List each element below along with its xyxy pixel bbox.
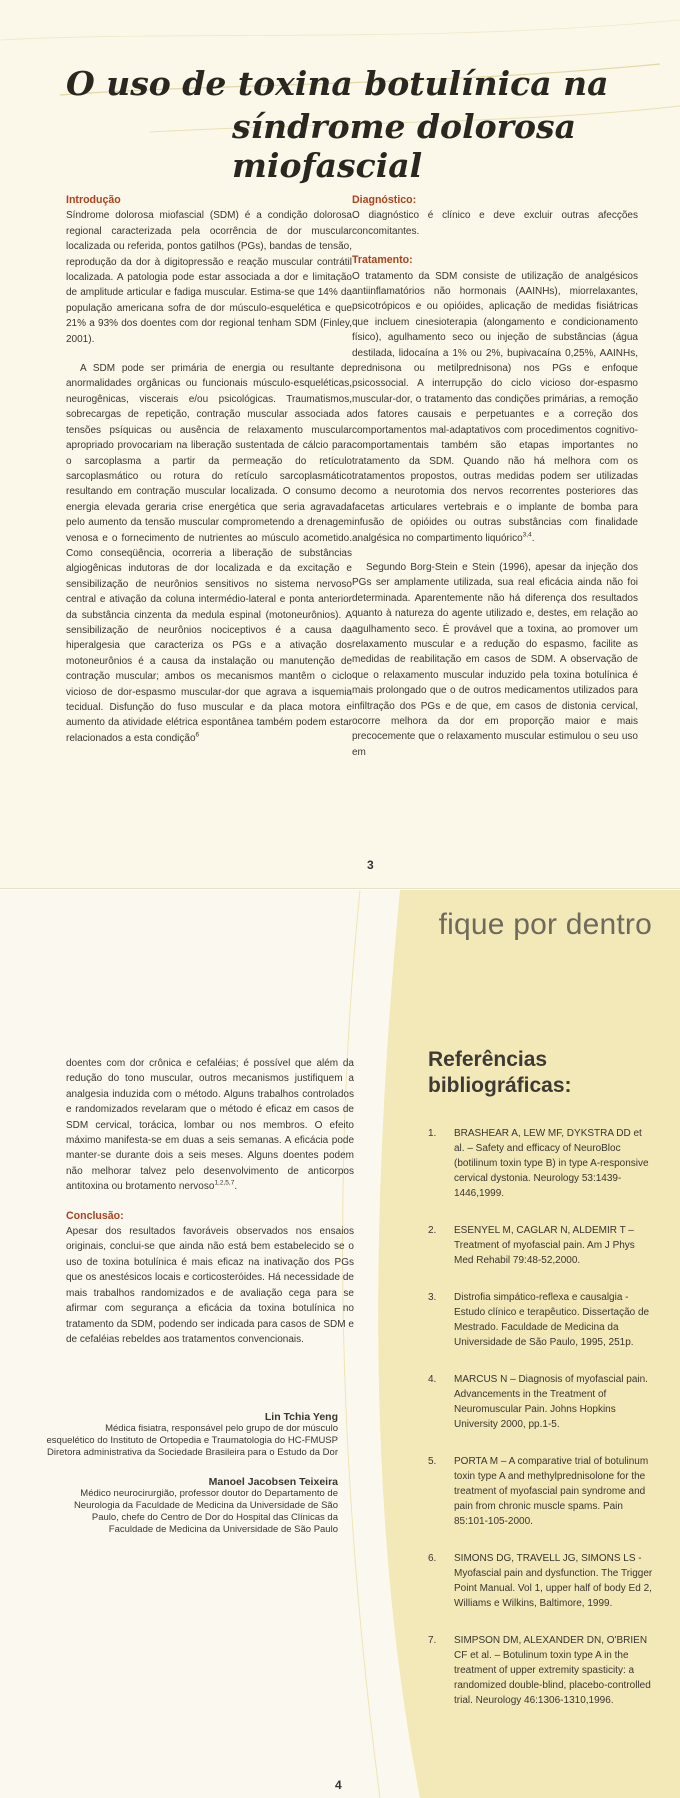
treatment-heading: Tratamento:: [352, 254, 413, 267]
references-list: [428, 1126, 654, 1730]
page-number: 3: [367, 858, 374, 872]
continuation-paragraph: doentes com dor crônica e cefaléias; é possível que além da redução do tono muscular, outros mecanismos justifiquem a analgesia induzida com o método. Alguns trabalhos controlados e randomizados revelaram que o método é eficaz em casos de SDM cervical, torácica, lombar ou nos membros. O efeito máximo manifesta-se em duas a seis semanas. A eficácia pode manter-se durante dois a seis meses. Alguns doentes podem não melhorar talvez pelo desenvolvimento de anticorpos antitoxina ou brotamento nervoso$^{1,2,5,7}$.: [66, 1058, 354, 1193]
page3-left-column: [66, 193, 352, 746]
reference-text: BRASHEAR A, LEW MF, DYKSTRA DD et al. – Safety and efficacy of NeuroBloc (botilinum toxin type B) in type A-responsive cervical dystonia. Neurology 53:1439-1446,1999.: [454, 1128, 649, 1199]
page3-right-column: [352, 193, 638, 760]
reference-number: 6.: [428, 1553, 437, 1564]
reference-number: 1.: [428, 1128, 437, 1139]
etiology-text: A SDM pode ser primária de energia ou resultante de anormalidades orgânicas ou funcionais músculo-esqueléticas, neurogênicas, viscerais e/ou psicológicas. Traumatismos, sobrecargas de repetição, contração muscular associada a tensões psíquicas ou ausência de relaxamento muscular apropriado provocariam na liberação sustentada de cálcio para o sarcoplasma a partir da permeação do retículo sarcoplasmático ou rotura do retículo sarcoplasmático resultando em contração muscular localizada. O consumo de energia elevada geraria crise energética que seria agravada pelo aumento da tensão muscular comprometendo a drenagem venosa e o fornecimento de nutrientes ao músculo acometido. Como conseqüência, ocorreria a liberação de substâncias algiogênicas indutoras de dor localizada e da excitação e sensibilização de neurônios sensitivos no sistema nervoso central e ativação da coluna intermédio-lateral e ponta anterior da substância cinzenta da medula espinal (motoneurônios). A sensibilização de neurônios nociceptivos é a causa da hiperalgesia que caracteriza os PGs e a ativação dos motoneurônios é a causa da instalação ou manutenção de contração muscular; ambos os mecanismos mantêm o ciclo vicioso de dor-espasmo muscular-dor que agrava a isquemia tecidual. Disfunção do fuso muscular e da placa motora e aumento da atividade elétrica espontânea também podem estar relacionados a esta condição: [66, 363, 352, 744]
reference-text: SIMONS DG, TRAVELL JG, SIMONS LS - Myofascial pain and dysfunction. The Trigger Point Manual. Vol 1, upper half of body Ed 2, Williams e Wilkins, Baltimore, 1999.: [454, 1553, 653, 1609]
citation-sup: 1,2,5,7: [214, 1179, 235, 1187]
conclusion-heading: Conclusão:: [66, 1209, 124, 1222]
borg-stein-paragraph: Segundo Borg-Stein e Stein (1996), apesar da injeção dos PGs ser amplamente utilizada, sua real eficácia ainda não foi determinada. Aparentemente não há diferença dos resultados quanto à natureza do agente utilizado e, destes, em relação ao agulhamento seco. É provável que a toxina, ao promover um relaxamento muscular e a redução do espasmo, facilite as medidas de reabilitação em casos de SDM. A observação de que o relaxamento muscular induzido pela toxina botulínica é mais prolongado que o de outros medicamentos utilizados para infiltração dos PGs e de que, em casos de distonia cervical, ocorre melhora da dor em proporção maior e mais precocemente que o relaxamento muscular estimulou o seu uso em: [352, 561, 638, 758]
reference-item: [428, 1223, 654, 1268]
background-swoosh: [0, 20, 680, 40]
treatment-text: O tratamento da SDM consiste de utilização de analgésicos antiinflamatórios não hormonais (AAINHs), miorrelaxantes, psicotrópicos e ou opióides, aplicação de medidas fisiátricas que incluem cinesioterapia (alongamento e condicionamento físico), agulhamento seco ou injeção de substâncias (água destilada, lidocaína a 1% ou 2%, bupivacaína 0,25%, AAINHs, prednisona ou metilprednisona) nos PGs e enfoque psicossocial. A interrupção do ciclo vicioso dor-espasmo muscular-dor, o tratamento das condições primárias, a remoção dos fatores causais e perpetuantes e a correção dos comportamentos mal-adaptativos com procedimentos cognitivo-comportamentais também são etapas importantes no tratamento da SDM. Quando não há melhora com os tratamentos propostos, outras medidas podem ser utilizadas como a neurotomia dos nervos recorrentes posteriores das facetas articulares vertebrais e o implante de bomba para infusão de opióides ou outras substâncias com finalidade analgésica no compartimento liquórico: [352, 270, 638, 544]
treatment-paragraph: O tratamento da SDM consiste de utilização de analgésicos antiinflamatórios não hormonais (AAINHs), miorrelaxantes, psicotrópicos e ou opióides, aplicação de medidas fisiátricas que incluem cinesioterapia (alongamento e condicionamento físico), agulhamento seco ou injeção de substâncias (água destilada, lidocaína a 1% ou 2%, bupivacaína 0,25%, AAINHs, prednisona ou metilprednisona) nos PGs e enfoque psicossocial. A interrupção do ciclo vicioso dor-espasmo muscular-dor, o tratamento das condições primárias, a remoção dos fatores causais e perpetuantes e a correção dos comportamentos mal-adaptativos com procedimentos cognitivo-comportamentais também são etapas importantes no tratamento da SDM. Quando não há melhora com os tratamentos propostos, outras medidas podem ser utilizadas como a neurotomia dos nervos recorrentes posteriores das facetas articulares vertebrais e o implante de bomba para infusão de opióides ou outras substâncias com finalidade analgésica no compartimento liquórico$^{3,4}$.: [352, 270, 638, 544]
references-title-line-2: bibliográficas:: [428, 1074, 572, 1097]
author-affiliation-line: Paulo, chefe do Centro de Dor do Hospital das Clínicas da: [91, 1512, 338, 1523]
author-affiliation-line: Médico neurocirurgião, professor doutor do Departamento de: [80, 1488, 338, 1499]
reference-item: [428, 1290, 654, 1350]
reference-number: 5.: [428, 1456, 437, 1467]
reference-number: 3.: [428, 1292, 437, 1303]
reference-text: ESENYEL M, CAGLAR N, ALDEMIR T – Treatment of myofascial pain. Am J Phys Med Rehabil 79:48-52,2000.: [454, 1225, 635, 1266]
page-number: 4: [335, 1778, 342, 1792]
article-title-line-1: O uso de toxina botulínica na: [66, 64, 609, 103]
conclusion-paragraph: Apesar dos resultados favoráveis observados nos ensaios originais, conclui-se que ainda não está bem estabelecido se o uso de toxina botulínica é mais eficaz na inativação dos PGs que os anestésicos locais e corticosteróides. Há necessidade de mais trabalhos randomizados e de avaliação cega para se afirmar com segurança a eficácia da toxina botulínica no tratamento da SDM, podendo ser indicada para casos de SDM e de cefaléias rebeldes aos tratamentos convencionais.: [66, 1226, 354, 1345]
intro-paragraph: Síndrome dolorosa miofascial (SDM) é a condição dolorosa regional caracterizada pela ocorrência de dor muscular localizada ou referida, pontos gatilhos (PGs), bandas de tensão, reprodução da dor à digitopressão e reação muscular contrátil localizada. A patologia pode estar associada a dor e limitação de amplitude articular e fadiga muscular. Estima-se que 14% da população americana sofra de dor músculo-esquelética e que 21% a 93% dos doentes com dor regional tenham SDM (Finley, 2001).: [66, 210, 352, 345]
author-affiliation-line: esquelético do Instituto de Ortopedia e Traumatologia do HC-FMUSP: [46, 1435, 338, 1446]
diagnosis-heading: Diagnóstico:: [352, 194, 417, 206]
intro-heading: Introdução: [66, 194, 121, 206]
page4-left-column: [66, 1056, 354, 1347]
author-name: Lin Tchia Yeng: [264, 1411, 338, 1423]
article-title-line-2: síndrome dolorosa miofascial: [232, 107, 576, 185]
citation-sup: 6: [195, 731, 200, 739]
author-affiliation-line: Neurologia da Faculdade de Medicina da Universidade de São: [73, 1500, 338, 1511]
reference-number: 7.: [428, 1635, 437, 1646]
reference-number: 2.: [428, 1225, 437, 1236]
author-affiliation-line: Médica fisiatra, responsável pelo grupo de dor músculo: [105, 1423, 338, 1434]
reference-item: [428, 1454, 654, 1529]
reference-item: [428, 1372, 654, 1432]
references-title-line-1: Referências: [428, 1048, 548, 1071]
reference-text: Distrofia simpático-reflexa e causalgia - Estudo clínico e terapêutico. Dissertação de Mestrado. Faculdade de Medicina da Universidade de São Paulo, 1995, 251p.: [454, 1292, 650, 1348]
continuation-text: doentes com dor crônica e cefaléias; é possível que além da redução do tono muscular, outros mecanismos justifiquem a analgesia induzida com o método. Alguns trabalhos controlados e randomizados revelaram que o método é eficaz em casos de SDM cervical, torácica, lombar ou nos membros. O efeito máximo manifesta-se em duas a seis semanas. A eficácia pode manter-se durante dois a seis meses. Alguns doentes podem não melhorar talvez pelo desenvolvimento de anticorpos antitoxina ou brotamento nervoso: [66, 1058, 354, 1193]
references-title: [428, 1047, 572, 1099]
reference-item: [428, 1551, 654, 1611]
etiology-paragraph: [66, 361, 352, 746]
reference-item: [428, 1633, 654, 1708]
reference-text: PORTA M – A comparative trial of botulinum toxin type A and methylprednisolone for the treatment of myofascial pain syndrome and pain from chronic muscle spams. Pain 85:101-105-2000.: [454, 1456, 649, 1527]
page-3: [0, 0, 680, 889]
reference-item: [428, 1126, 654, 1201]
section-title: fique por dentro: [438, 908, 652, 941]
citation-sup: 3,4: [522, 531, 532, 539]
diagnosis-paragraph: O diagnóstico é clínico e deve excluir outras afecções concomitantes.: [352, 210, 638, 237]
author-block-1: [8, 1411, 338, 1459]
author-block-2: [8, 1476, 338, 1536]
author-affiliation-line: Faculdade de Medicina da Universidade de São Paulo: [108, 1524, 338, 1535]
reference-text: SIMPSON DM, ALEXANDER DN, O'BRIEN CF et al. – Botulinum toxin type A in the treatment of upper extremity spasticity: a randomized double-blind, placebo-controlled trial. Neurology 46:1306-1310,1996.: [454, 1635, 651, 1706]
author-name: Manoel Jacobsen Teixeira: [208, 1476, 338, 1488]
reference-text: MARCUS N – Diagnosis of myofascial pain. Advancements in the Treatment of Neuromuscular Pain. Johns Hopkins University 2000, pp.1-5.: [454, 1374, 648, 1430]
reference-number: 4.: [428, 1374, 437, 1385]
author-affiliation-line: Diretora administrativa da Sociedade Brasileira para o Estudo da Dor: [47, 1447, 338, 1458]
